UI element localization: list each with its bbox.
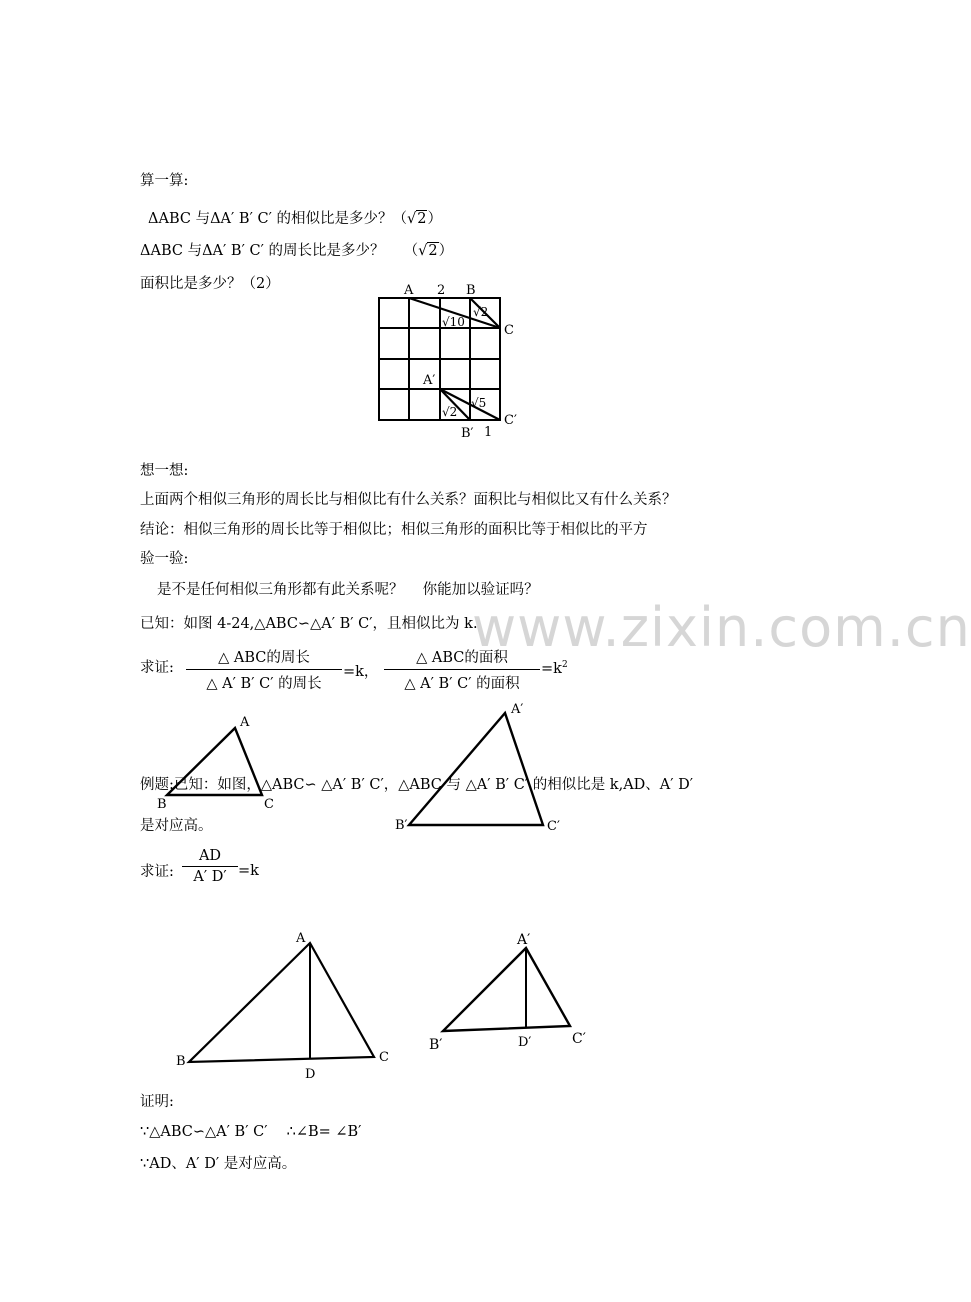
grid-label-c: C (504, 323, 514, 338)
grid-label-sqrt2-top: √2 (473, 305, 489, 319)
alt-left-label-c: C (379, 1050, 389, 1065)
alt-left-label-d: D (305, 1067, 316, 1082)
grid-label-2: 2 (437, 283, 446, 298)
triangle-a-prime-altitude (443, 948, 570, 1031)
example-line-2: 是对应高。 (140, 818, 213, 834)
prove-label: 求证: (140, 660, 174, 676)
conclusion: 结论：相似三角形的周长比等于相似比；相似三角形的面积比等于相似比的平方 (140, 522, 648, 538)
proof-line-1: ∵△ABC∽△A′ B′ C′ ∴∠B= ∠B′ (140, 1124, 362, 1140)
tri-large-label-b: B′ (395, 818, 408, 833)
tri-large-label-c: C′ (547, 819, 560, 834)
fraction-perimeter-denominator: △ A′ B′ C′ 的周长 (206, 676, 322, 692)
fraction-ad-denominator: A′ D′ (193, 869, 227, 885)
verify-question: 是不是任何相似三角形都有此关系呢？ 你能加以验证吗？ (157, 582, 539, 598)
grid-label-1: 1 (484, 425, 493, 440)
grid-label-sqrt10: √10 (442, 315, 465, 329)
watermark: www.zixin.com.cn (472, 596, 971, 659)
heading-think: 想一想: (140, 463, 189, 479)
proof-line-2: ∵AD、A′ D′ 是对应高。 (140, 1156, 297, 1172)
given-statement: 已知：如图 4-24,△ABC∽△A′ B′ C′，且相似比为 k. (140, 616, 478, 632)
question-area-ratio: 面积比是多少？（2） (140, 276, 280, 292)
alt-right-label-d: D′ (518, 1035, 532, 1050)
question-perimeter-ratio: ΔABC 与ΔA′ B′ C′ 的周长比是多少？ （√2） (140, 243, 454, 259)
sqrt-symbol: √2 (418, 243, 438, 259)
tri-small-label-a: A (240, 715, 250, 730)
tri-small-label-c: C (264, 797, 274, 812)
heading-calc: 算一算: (140, 173, 189, 189)
alt-left-label-b: B (176, 1054, 186, 1069)
grid-label-b-prime: B′ (461, 426, 474, 441)
fraction-area-numerator: △ ABC的面积 (384, 646, 540, 670)
tri-large-label-a: A′ (511, 702, 524, 717)
grid-label-sqrt5: √5 (471, 396, 487, 410)
example-line-1: 例题:已知：如图，△ABC∽ △A′ B′ C′，△ABC 与 △A′ B′ C′ 的相似比是 k,AD、A′ D′ (140, 777, 694, 793)
grid-label-sqrt2-bottom: √2 (442, 405, 458, 419)
grid-label-c-prime: C′ (504, 413, 517, 428)
tri-small-label-b: B (157, 797, 167, 812)
alt-right-label-c: C′ (572, 1031, 586, 1047)
fraction-perimeter-tail: =k， (343, 664, 379, 680)
think-question: 上面两个相似三角形的周长比与相似比有什么关系？面积比与相似比又有什么关系？ (140, 492, 677, 508)
example-prove-label: 求证: (140, 864, 174, 880)
sqrt-symbol: √2 (406, 211, 427, 227)
fraction-ad-tail: =k (238, 863, 259, 879)
fraction-perimeter-numerator: △ ABC的周长 (186, 646, 342, 670)
fraction-ad-numerator: AD (182, 848, 238, 867)
alt-left-label-a: A (296, 931, 306, 946)
grid-label-a-prime: A′ (423, 373, 436, 388)
question-similarity-ratio: ΔABC 与ΔA′ B′ C′ 的相似比是多少？（√2） (148, 211, 442, 227)
fraction-area-tail: $=k^2$ (541, 660, 568, 677)
fraction-area-denominator: △ A′ B′ C′ 的面积 (404, 676, 520, 692)
grid-label-a: A (404, 283, 414, 298)
alt-right-label-a: A′ (517, 932, 531, 948)
grid-label-b: B (466, 283, 476, 298)
triangle-abc-altitude (189, 943, 374, 1062)
alt-right-label-b: B′ (429, 1037, 443, 1053)
proof-heading: 证明: (140, 1094, 174, 1110)
heading-verify: 验一验: (140, 551, 189, 567)
